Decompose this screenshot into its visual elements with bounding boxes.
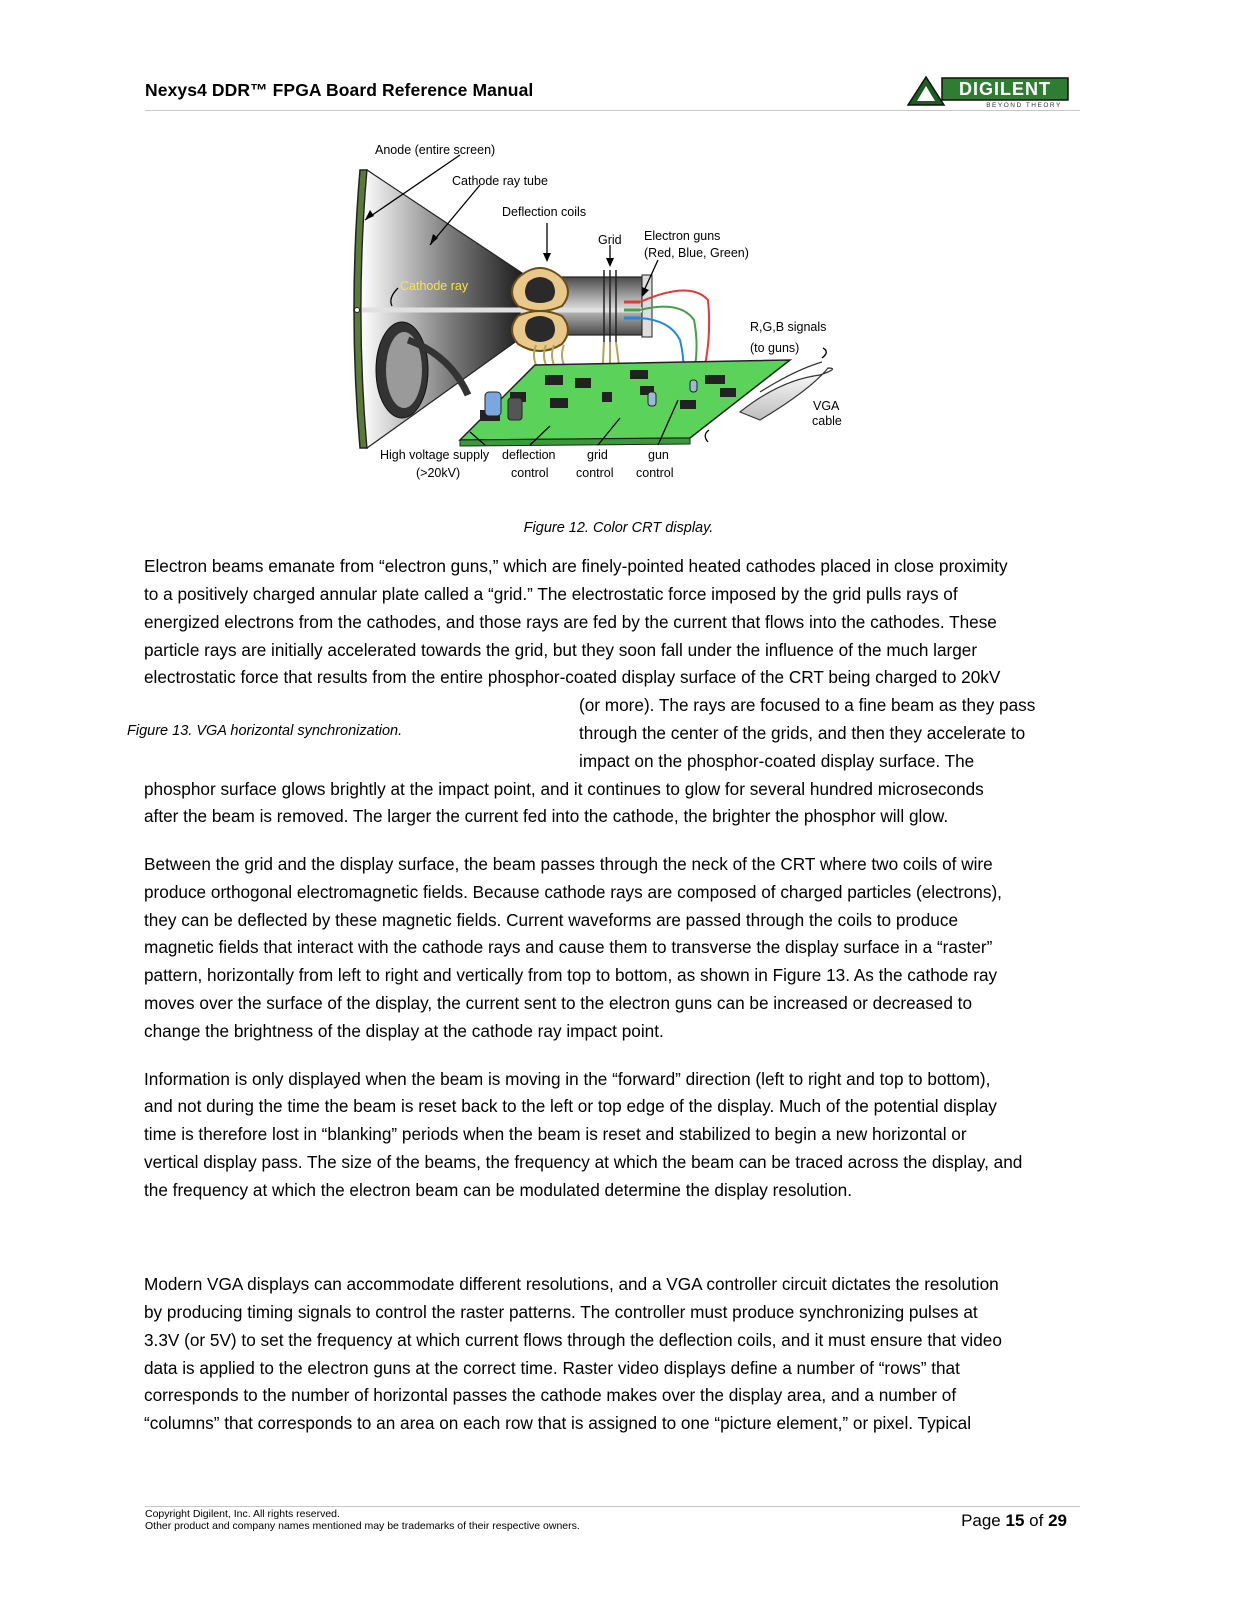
p3-line: the frequency at which the electron beam can be modulated determine the display resolution.	[144, 1180, 852, 1200]
digilent-logo	[906, 75, 1070, 114]
p1-line: to a positively charged annular plate called a “grid.” The electrostatic force imposed by the grid pulls rays of	[144, 584, 958, 604]
copyright-line: Copyright Digilent, Inc. All rights reserved.	[145, 1508, 340, 1520]
label-deflection-coils: Deflection coils	[502, 205, 587, 219]
label-vga: VGA	[813, 399, 840, 413]
p2-line: moves over the surface of the display, the current sent to the electron guns can be increased or decreased to	[144, 993, 973, 1013]
label-gun-control: control	[636, 466, 674, 480]
label-grid-control: control	[576, 466, 614, 480]
p3-line: time is therefore lost in “blanking” periods when the beam is reset and stabilized to begin a new horizontal or	[144, 1124, 967, 1144]
crt-figure	[340, 130, 880, 500]
p1-line: after the beam is removed. The larger the current fed into the cathode, the brighter the phosphor will glow.	[144, 806, 949, 826]
figure-13-caption: Figure 13. VGA horizontal synchronization.	[127, 723, 403, 739]
p3-line: Information is only displayed when the beam is moving in the “forward” direction (left to right and top to bottom),	[144, 1069, 991, 1089]
p1-line: through the center of the grids, and then they accelerate to	[579, 723, 1026, 743]
trademark-line: Other product and company names mentioned may be trademarks of their respective owners.	[145, 1520, 580, 1532]
p1-line: Electron beams emanate from “electron guns,” which are finely-pointed heated cathodes placed in close proximity	[144, 556, 1008, 576]
page-current: 15	[1005, 1511, 1025, 1530]
page-number	[961, 1511, 1067, 1531]
label-deflection: deflection	[502, 448, 556, 462]
p3-line: and not during the time the beam is reset back to the left or top edge of the display. Much of the potential display	[144, 1096, 997, 1116]
p2-line: magnetic fields that interact with the cathode rays and cause them to transverse the display surface in a “raster”	[144, 937, 993, 957]
label-gun: gun	[648, 448, 669, 462]
label-grid: Grid	[598, 233, 622, 247]
label-hv-value: (>20kV)	[416, 466, 461, 480]
p4-line: data is applied to the electron guns at the correct time. Raster video displays define a number of “rows” that	[144, 1358, 960, 1378]
p1-line: electrostatic force that results from the entire phosphor-coated display surface of the CRT being charged to 20kV	[144, 667, 1001, 687]
page-total: 29	[1048, 1511, 1067, 1530]
footer-copyright	[145, 1508, 580, 1532]
p2-line: Between the grid and the display surface, the beam passes through the neck of the CRT where two coils of wire	[144, 854, 993, 874]
p2-line: they can be deflected by these magnetic fields. Current waveforms are passed through the coils to produce	[144, 910, 958, 930]
footer-divider	[145, 1506, 1080, 1507]
logo-text: DIGILENT	[959, 79, 1051, 99]
label-anode: Anode (entire screen)	[375, 143, 496, 157]
label-electron-guns-colors: (Red, Blue, Green)	[644, 246, 749, 260]
label-grid-ctl: grid	[587, 448, 608, 462]
p4-line: “columns” that corresponds to an area on each row that is assigned to one “picture element,” or pixel. Typical	[144, 1413, 972, 1433]
page-of: of	[1029, 1511, 1044, 1530]
p2-line: pattern, horizontally from left to right and vertically from top to bottom, as shown in Figure 13. As the cathode ray	[144, 965, 998, 985]
logo-tagline: BEYOND THEORY	[986, 102, 1062, 109]
p4-line: by producing timing signals to control the raster patterns. The controller must produce synchronizing pulses at	[144, 1302, 978, 1322]
p3-line: vertical display pass. The size of the beams, the frequency at which the beam can be traced across the display, and	[144, 1152, 1023, 1172]
label-vga-cable: cable	[812, 414, 842, 428]
p4-line: Modern VGA displays can accommodate different resolutions, and a VGA controller circuit dictates the resolution	[144, 1274, 999, 1294]
p1-line: phosphor surface glows brightly at the impact point, and it continues to glow for several hundred microseconds	[144, 779, 984, 799]
p2-line: produce orthogonal electromagnetic fields. Because cathode rays are composed of charged particles (electrons),	[144, 882, 1002, 902]
figure-12-caption: Figure 12. Color CRT display.	[523, 520, 714, 536]
label-crt: Cathode ray tube	[452, 174, 548, 188]
p2-line: change the brightness of the display at the cathode ray impact point.	[144, 1021, 664, 1041]
document-title: Nexys4 DDR™ FPGA Board Reference Manual	[145, 80, 534, 100]
label-rgb-to-guns: (to guns)	[750, 341, 800, 355]
p4-line: corresponds to the number of horizontal passes the cathode makes over the display area, and a number of	[144, 1385, 957, 1405]
label-deflection-control: control	[511, 466, 549, 480]
p4-line: 3.3V (or 5V) to set the frequency at which current flows through the deflection coils, and it must ensure that video	[144, 1330, 1002, 1350]
p1-line: particle rays are initially accelerated towards the grid, but they soon fall under the influence of the much larger	[144, 640, 978, 660]
label-cathode-ray: Cathode ray	[400, 279, 469, 293]
page-label: Page	[961, 1511, 1001, 1530]
page-header	[145, 78, 1080, 111]
p1-line: (or more). The rays are focused to a fine beam as they pass	[579, 695, 1036, 715]
p1-line: energized electrons from the cathodes, and those rays are fed by the current that flows into the cathodes. These	[144, 612, 997, 632]
label-rgb-signals: R,G,B signals	[750, 320, 827, 334]
p1-line: impact on the phosphor-coated display surface. The	[579, 751, 975, 771]
label-electron-guns: Electron guns	[644, 229, 721, 243]
label-hv-supply: High voltage supply	[380, 448, 490, 462]
